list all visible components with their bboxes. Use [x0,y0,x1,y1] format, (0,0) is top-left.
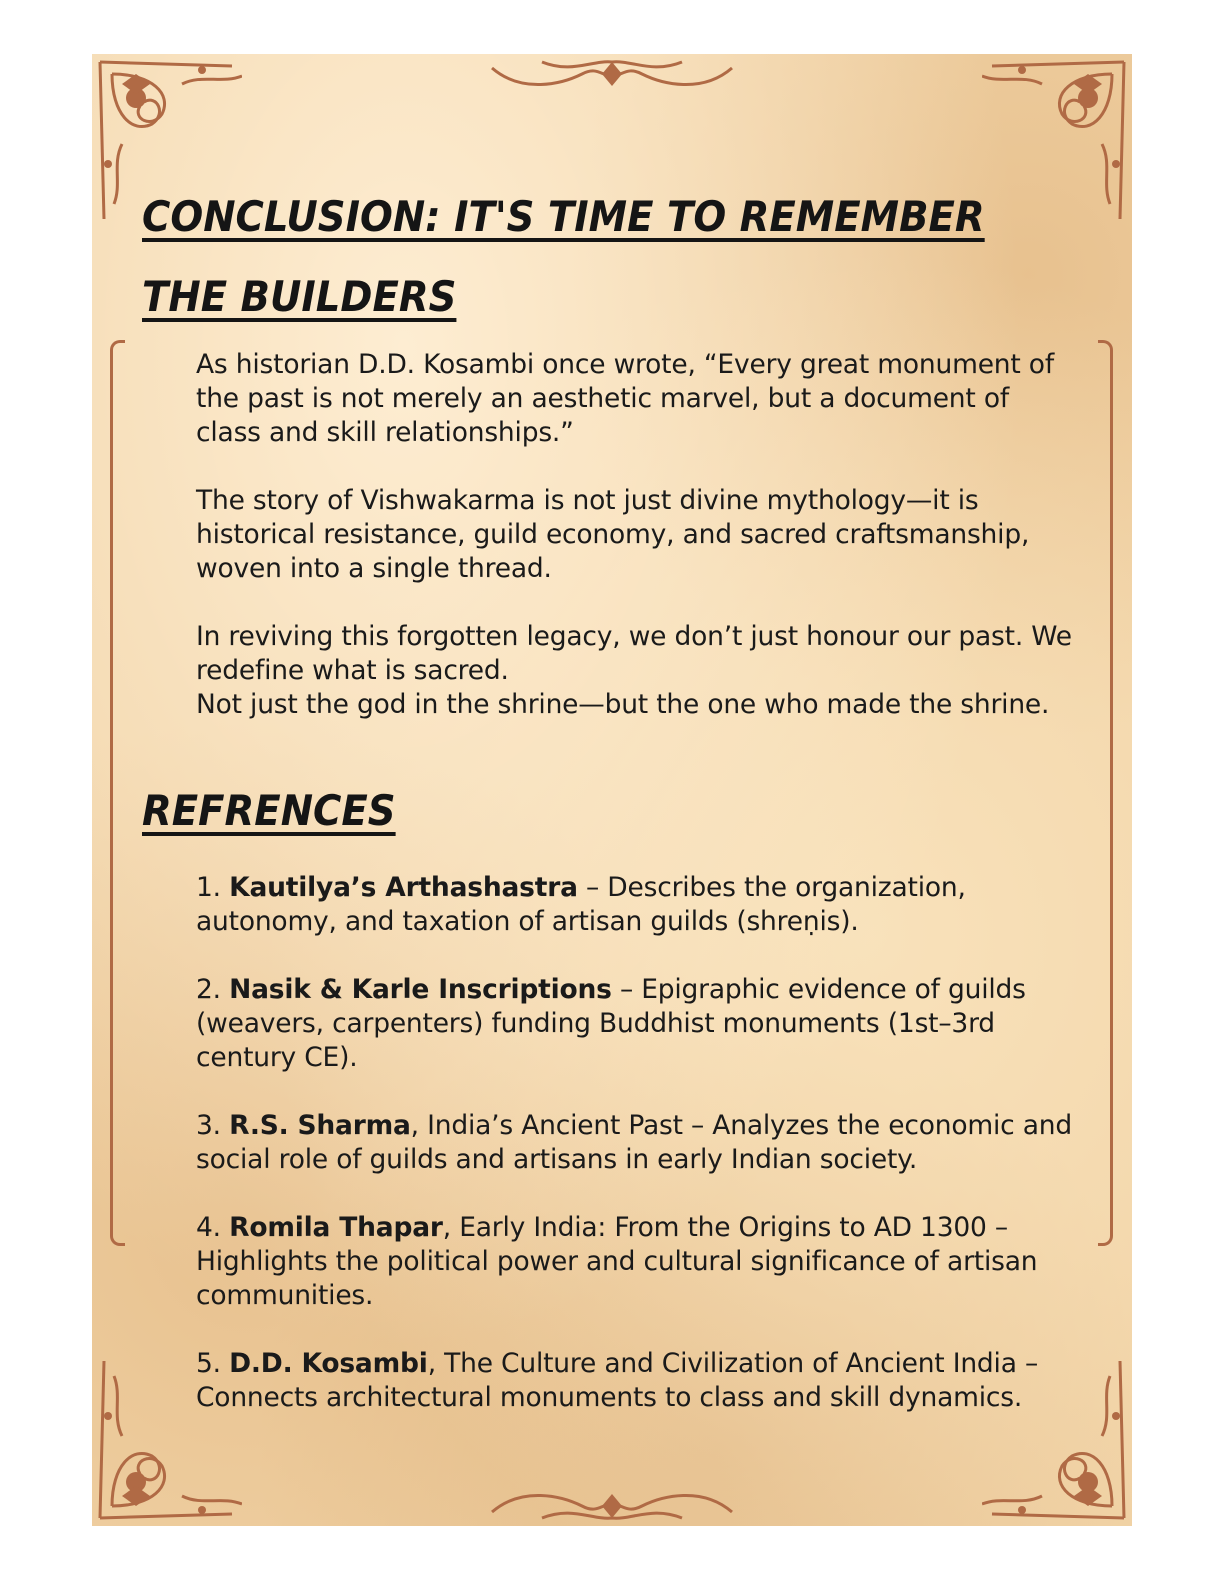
reference-number: 2. [196,974,221,1005]
reference-description: , India’s Ancient Past – Analyzes the economic and social role of guilds and artisans in early Indian society. [196,1110,1072,1175]
reference-description: , The Culture and Civilization of Ancient India – Connects architectural monuments to class and skill dynamics. [196,1348,1039,1413]
reference-number: 3. [196,1110,221,1141]
reference-item [196,973,1076,1075]
reference-number: 1. [196,872,221,903]
references-heading: REFRENCES [142,786,396,835]
left-bracket-decoration [110,340,125,1246]
reference-title: Kautilya’s Arthashastra [229,872,578,903]
reference-item [196,1211,1076,1313]
conclusion-heading-line1: CONCLUSION: IT'S TIME TO REMEMBER [142,192,985,241]
reference-description: – Epigraphic evidence of guilds (weavers, carpenters) funding Buddhist monuments (1st–3rd century CE). [196,974,1026,1073]
corner-ornament-top-right-icon [982,54,1132,224]
reference-title: R.S. Sharma [229,1110,411,1141]
reference-item [196,1347,1076,1415]
reference-description: – Describes the organization, autonomy, and taxation of artisan guilds (shreṇis). [196,872,966,937]
reference-item [196,871,1076,939]
conclusion-heading-line2: THE BUILDERS [142,272,457,321]
reference-number: 5. [196,1348,221,1379]
reference-title: D.D. Kosambi [229,1348,428,1379]
conclusion-paragraph-3b: Not just the god in the shrine—but the one who made the shrine. [196,689,1050,720]
conclusion-paragraph-1: As historian D.D. Kosambi once wrote, “Every great monument of the past is not merely an aesthetic marvel, but a document of class and skill relationships.” [196,349,1054,448]
references-list [196,871,1076,1415]
reference-item [196,1109,1076,1177]
conclusion-paragraph-3a: In reviving this forgotten legacy, we don’t just honour our past. We redefine what is sacred. [196,621,1072,686]
top-flourish-icon [482,54,742,104]
reference-description: , Early India: From the Origins to AD 1300 – Highlights the political power and cultural significance of artisan communities. [196,1212,1038,1311]
conclusion-paragraph-2: The story of Vishwakarma is not just divine mythology—it is historical resistance, guild economy, and sacred craftsmanship, woven into a single thread. [196,485,1030,584]
right-bracket-decoration [1098,340,1113,1246]
reference-title: Nasik & Karle Inscriptions [229,974,612,1005]
reference-title: Romila Thapar [229,1212,443,1243]
bottom-flourish-icon [482,1476,742,1526]
reference-number: 4. [196,1212,221,1243]
conclusion-body [196,348,1076,722]
